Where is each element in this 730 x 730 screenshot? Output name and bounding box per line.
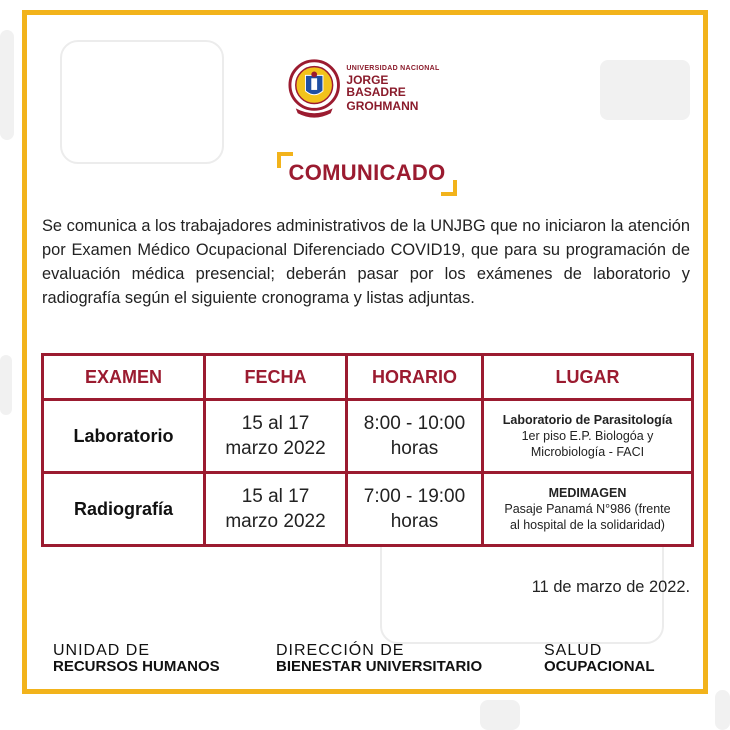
header-examen: EXAMEN: [43, 355, 205, 400]
heading-box: [277, 152, 457, 196]
cell-fecha: [205, 473, 347, 546]
signature-bottom: BIENESTAR UNIVERSITARIO: [276, 658, 483, 675]
horario-line: horas: [390, 511, 439, 532]
cell-examen: Radiografía: [43, 473, 205, 546]
signature-bottom: OCUPACIONAL: [544, 658, 655, 675]
fecha-line: 15 al 17: [241, 486, 310, 507]
bg-decoration: [480, 700, 520, 730]
signature-top: DIRECCIÓN DE: [276, 642, 405, 659]
cell-examen: Laboratorio: [43, 400, 205, 473]
lugar-detail: 1er piso E.P. Biologóa y: [521, 429, 654, 443]
document-date: 11 de marzo de 2022.: [531, 578, 690, 596]
lugar-title: MEDIMAGEN: [548, 486, 627, 500]
logo-line-1: UNIVERSIDAD NACIONAL: [346, 64, 440, 72]
header-horario: HORARIO: [347, 355, 483, 400]
signature-bottom: RECURSOS HUMANOS: [53, 658, 220, 675]
logo-line-3: GROHMANN: [346, 98, 419, 113]
horario-line: 8:00 - 10:00: [363, 413, 466, 434]
horario-line: horas: [390, 438, 439, 459]
lugar-detail: Pasaje Panamá N°986 (frente: [504, 502, 671, 516]
cell-horario: [347, 473, 483, 546]
bg-decoration: [715, 690, 730, 730]
university-seal-icon: [288, 53, 340, 123]
cell-horario: [347, 400, 483, 473]
schedule-table: [41, 353, 694, 547]
fecha-line: 15 al 17: [241, 413, 310, 434]
table-row: [43, 400, 693, 473]
announcement-text: Se comunica a los trabajadores administrativos de la UNJBG que no iniciaron la atención por Examen Médico Ocupacional Diferenciado COVID19, que para su programación de evaluación médica presencial; deberán pasar por los exámenes de laboratorio y radiografía según el siguiente cronograma y listas adjuntas.: [42, 217, 690, 307]
header-fecha: FECHA: [205, 355, 347, 400]
fecha-line: marzo 2022: [225, 511, 326, 532]
lugar-detail: al hospital de la solidaridad): [510, 518, 665, 532]
signature-bienestar: [276, 643, 482, 675]
cell-lugar: [483, 473, 693, 546]
logo-line-2: JORGE BASADRE: [346, 72, 406, 99]
cell-fecha: [205, 400, 347, 473]
signature-top: SALUD: [544, 642, 603, 659]
university-logo: [288, 52, 448, 124]
signature-salud: [544, 643, 655, 675]
signature-top: UNIDAD DE: [53, 642, 151, 659]
fecha-line: marzo 2022: [225, 438, 326, 459]
lugar-title: Laboratorio de Parasitología: [502, 413, 673, 427]
header-lugar: LUGAR: [483, 355, 693, 400]
signature-recursos-humanos: [53, 643, 220, 675]
cell-lugar: [483, 400, 693, 473]
lugar-detail: Microbiología - FACI: [530, 445, 645, 459]
bg-decoration: [0, 355, 12, 415]
page-title: COMUNICADO: [288, 160, 446, 185]
bg-decoration: [0, 30, 14, 140]
table-row: [43, 473, 693, 546]
horario-line: 7:00 - 19:00: [363, 486, 466, 507]
table-header-row: [43, 355, 693, 400]
